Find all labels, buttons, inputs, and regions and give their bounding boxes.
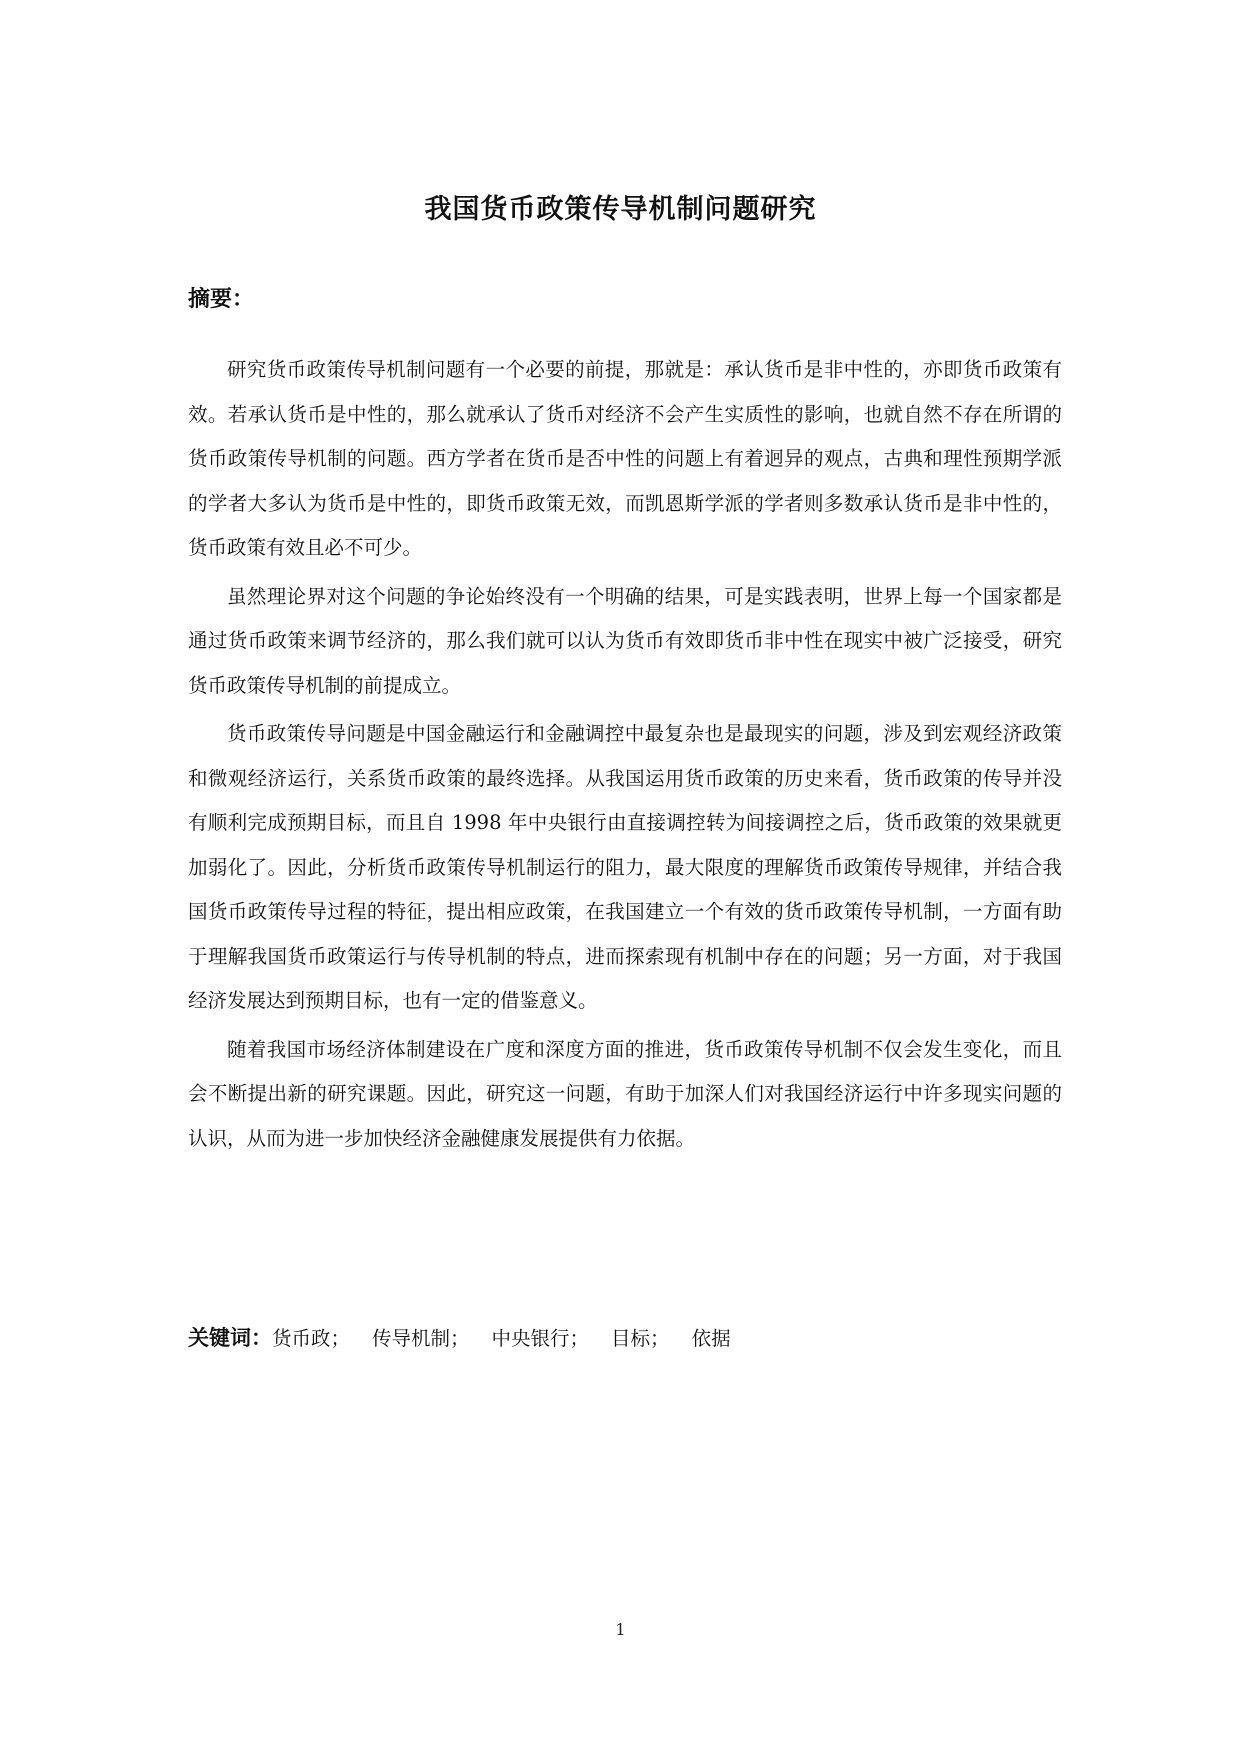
abstract-body: [188, 348, 1062, 1165]
abstract-paragraph: 研究货币政策传导机制问题有一个必要的前提，那就是：承认货币是非中性的，亦即货币政策有效。若承认货币是中性的，那么就承认了货币对经济不会产生实质性的影响，也就自然不存在所谓的货币政策传导机制的问题。西方学者在货币是否中性的问题上有着迥异的观点，古典和理性预期学派的学者大多认为货币是中性的，即货币政策无效，而凯恩斯学派的学者则多数承认货币是非中性的，货币政策有效且必不可少。: [188, 358, 1062, 559]
keyword-item: 中央银行；: [491, 1327, 590, 1350]
keyword-item: 货币政；: [272, 1327, 351, 1350]
keyword-item: 依据: [691, 1327, 731, 1350]
keywords-label: 关键词：: [188, 1326, 272, 1350]
abstract-paragraph: 随着我国市场经济体制建设在广度和深度方面的推进，货币政策传导机制不仅会发生变化，而且会不断提出新的研究课题。因此，研究这一问题，有助于加深人们对我国经济运行中许多现实问题的认识，从而为进一步加快经济金融健康发展提供有力依据。: [188, 1037, 1062, 1150]
keyword-item: 传导机制；: [372, 1327, 470, 1350]
abstract-heading: 摘要：: [188, 287, 255, 312]
abstract-paragraph: 货币政策传导问题是中国金融运行和金融调控中最复杂也是最现实的问题，涉及到宏观经济政策和微观经济运行，关系货币政策的最终选择。从我国运用货币政策的历史来看，货币政策的传导并没有顺利完成预期目标，而且自 1998 年中央银行由直接调控转为间接调控之后，货币政策的效果就更加弱化了。因此，分析货币政策传导机制运行的阻力，最大限度的理解货币政策传导规律，并结合我国货币政策传导过程的特征，提出相应政策，在我国建立一个有效的货币政策传导机制，一方面有助于理解我国货币政策运行与传导机制的特点，进而探索现有机制中存在的问题；另一方面，对于我国经济发展达到预期目标，也有一定的借鉴意义。: [188, 722, 1062, 1012]
keyword-item: 目标；: [611, 1327, 670, 1350]
page-title: 我国货币政策传导机制问题研究: [424, 194, 817, 225]
page-number: 1: [615, 1620, 626, 1639]
keyword-list: [272, 1323, 753, 1351]
keywords-line: [188, 1322, 753, 1352]
abstract-paragraph: 虽然理论界对这个问题的争论始终没有一个明确的结果，可是实践表明，世界上每一个国家都是通过货币政策来调节经济的，那么我们就可以认为货币有效即货币非中性在现实中被广泛接受，研究货币政策传导机制的前提成立。: [188, 584, 1062, 697]
